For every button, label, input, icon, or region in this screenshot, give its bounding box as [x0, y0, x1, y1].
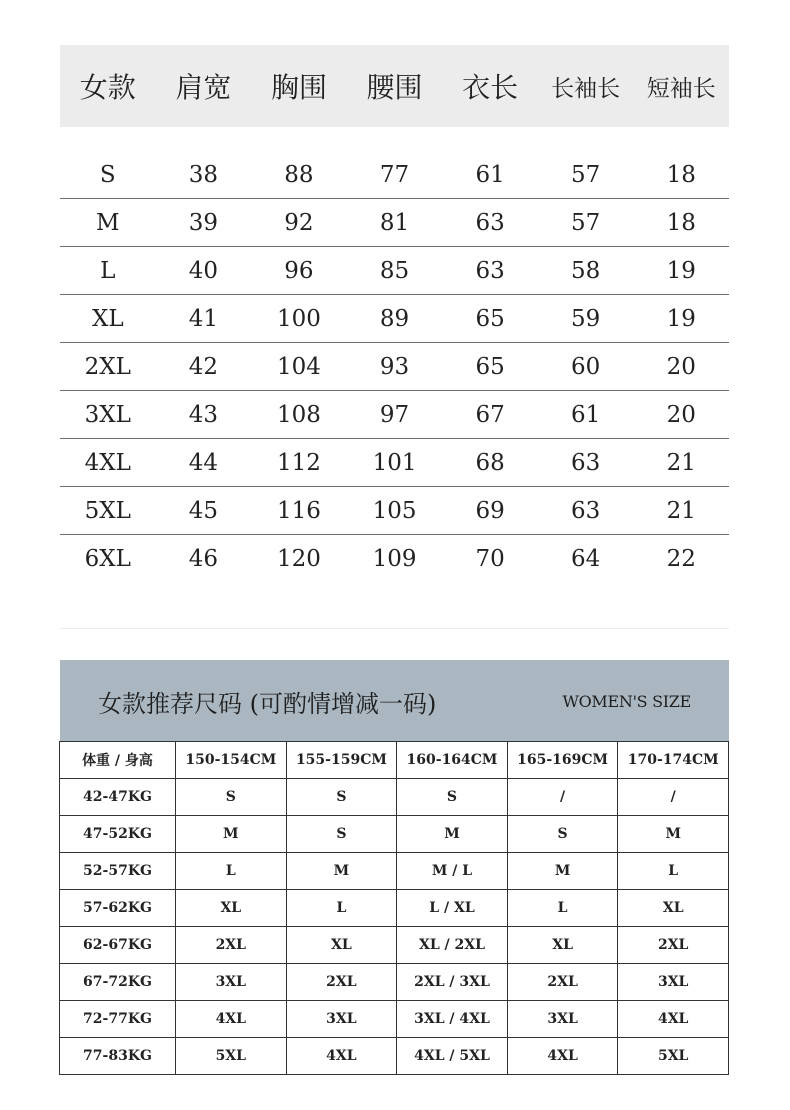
size-value: 40 [188, 257, 218, 284]
size-value: 112 [276, 449, 321, 476]
rec-cell: XL [176, 890, 287, 927]
size-label: L [100, 257, 116, 284]
size-row [60, 151, 729, 199]
rec-cell: XL [286, 927, 397, 964]
size-label: 4XL [84, 449, 131, 476]
size-value: 101 [372, 449, 417, 476]
size-value: 38 [188, 161, 218, 188]
rec-cell: 3XL [507, 1001, 618, 1038]
rec-cell: M [397, 816, 508, 853]
size-row [60, 343, 729, 391]
size-value: 85 [379, 257, 410, 284]
size-value: 45 [188, 497, 218, 524]
size-value: 93 [379, 353, 410, 380]
size-value: 108 [276, 401, 321, 428]
size-value: 42 [188, 353, 218, 380]
size-value: 41 [188, 305, 218, 332]
size-row [60, 535, 729, 582]
rec-cell: 165-169CM [507, 742, 618, 779]
size-value: 96 [284, 257, 314, 284]
rec-cell: 155-159CM [286, 742, 397, 779]
size-value: 20 [666, 401, 696, 428]
rec-cell: 4XL [176, 1001, 287, 1038]
rec-row-label: 52-57KG [60, 853, 176, 890]
size-value: 18 [666, 161, 696, 188]
rec-row-label: 77-83KG [60, 1038, 176, 1075]
size-value: 105 [372, 497, 417, 524]
size-row [60, 439, 729, 487]
rec-cell: 3XL [286, 1001, 397, 1038]
size-value: 21 [666, 497, 696, 524]
header-cell-chest: 胸围 [270, 71, 327, 104]
size-value: 57 [571, 161, 601, 188]
recommend-title: 女款推荐尺码 (可酌情增减一码) [98, 690, 437, 718]
size-value: 100 [276, 305, 321, 332]
size-value: 18 [666, 209, 696, 236]
rec-cell: M [286, 853, 397, 890]
rec-cell: 3XL [176, 964, 287, 1001]
rec-cell: 170-174CM [618, 742, 729, 779]
header-cell-length: 衣长 [462, 71, 519, 104]
size-value: 58 [571, 257, 601, 284]
size-label: 2XL [84, 353, 131, 380]
size-value: 44 [188, 449, 218, 476]
rec-cell: L [286, 890, 397, 927]
size-value: 63 [475, 257, 505, 284]
rec-cell: / [618, 779, 729, 816]
recommend-title-en: WOMEN'S SIZE [562, 692, 691, 711]
header-cell-waist: 腰围 [366, 71, 423, 104]
size-value: 116 [276, 497, 321, 524]
rec-cell: L [618, 853, 729, 890]
table-row [60, 890, 729, 927]
rec-cell: 150-154CM [176, 742, 287, 779]
size-label: 6XL [84, 545, 131, 572]
size-row [60, 295, 729, 343]
recommend-banner [60, 660, 729, 742]
size-value: 21 [666, 449, 696, 476]
size-value: 39 [188, 209, 218, 236]
table-row [60, 1038, 729, 1075]
header-cell-short-sleeve: 短袖长 [646, 75, 716, 102]
size-value: 20 [666, 353, 696, 380]
rec-cell: M [176, 816, 287, 853]
rec-header-row [60, 742, 729, 779]
table-row [60, 779, 729, 816]
size-chart-header [60, 45, 729, 127]
rec-cell: XL / 2XL [397, 927, 508, 964]
rec-cell: 4XL [286, 1038, 397, 1075]
rec-row-label: 体重 / 身高 [60, 742, 176, 779]
rec-cell: 2XL [176, 927, 287, 964]
rec-cell: L [176, 853, 287, 890]
size-value: 19 [666, 257, 696, 284]
rec-cell: 2XL [618, 927, 729, 964]
header-cell-shoulder: 肩宽 [175, 71, 232, 104]
rec-cell: 4XL / 5XL [397, 1038, 508, 1075]
size-row [60, 487, 729, 535]
size-value: 89 [379, 305, 410, 332]
rec-cell: S [176, 779, 287, 816]
header-cell-style: 女款 [79, 71, 136, 104]
size-row [60, 247, 729, 295]
size-label: S [99, 161, 116, 188]
size-label: XL [91, 305, 124, 332]
rec-cell: 2XL [286, 964, 397, 1001]
rec-row-label: 57-62KG [60, 890, 176, 927]
rec-row-label: 47-52KG [60, 816, 176, 853]
size-value: 19 [666, 305, 696, 332]
size-label: M [96, 209, 120, 236]
size-value: 63 [571, 449, 601, 476]
rec-row-label: 72-77KG [60, 1001, 176, 1038]
rec-cell: S [397, 779, 508, 816]
rec-cell: L [507, 890, 618, 927]
rec-cell: 5XL [176, 1038, 287, 1075]
rec-cell: 2XL / 3XL [397, 964, 508, 1001]
rec-cell: M / L [397, 853, 508, 890]
rec-cell: XL [507, 927, 618, 964]
recommend-table [59, 741, 729, 1075]
size-value: 61 [475, 161, 505, 188]
size-value: 92 [284, 209, 314, 236]
size-value: 22 [666, 545, 696, 572]
size-value: 69 [475, 497, 505, 524]
section-divider [60, 628, 729, 629]
size-value: 70 [475, 545, 505, 572]
rec-cell: 160-164CM [397, 742, 508, 779]
table-row [60, 964, 729, 1001]
rec-cell: M [507, 853, 618, 890]
size-value: 81 [379, 209, 410, 236]
size-chart-body [60, 151, 729, 582]
size-value: 65 [475, 305, 505, 332]
rec-cell: 3XL [618, 964, 729, 1001]
rec-cell: 3XL / 4XL [397, 1001, 508, 1038]
size-value: 109 [372, 545, 417, 572]
size-value: 63 [571, 497, 601, 524]
size-label: 5XL [84, 497, 131, 524]
table-row [60, 927, 729, 964]
size-value: 68 [475, 449, 505, 476]
rec-cell: 4XL [507, 1038, 618, 1075]
header-cell-long-sleeve: 长袖长 [551, 75, 621, 102]
size-value: 88 [284, 161, 314, 188]
size-row [60, 199, 729, 247]
rec-cell: 5XL [618, 1038, 729, 1075]
rec-cell: XL [618, 890, 729, 927]
rec-cell: S [286, 816, 397, 853]
rec-cell: / [507, 779, 618, 816]
rec-cell: S [507, 816, 618, 853]
size-value: 60 [571, 353, 601, 380]
size-value: 46 [188, 545, 218, 572]
rec-cell: 4XL [618, 1001, 729, 1038]
rec-cell: S [286, 779, 397, 816]
size-value: 67 [475, 401, 505, 428]
table-row [60, 816, 729, 853]
rec-cell: 2XL [507, 964, 618, 1001]
size-value: 64 [571, 545, 601, 572]
size-label: 3XL [84, 401, 131, 428]
rec-row-label: 67-72KG [60, 964, 176, 1001]
table-row [60, 1001, 729, 1038]
rec-row-label: 42-47KG [60, 779, 176, 816]
rec-cell: M [618, 816, 729, 853]
table-row [60, 853, 729, 890]
size-value: 57 [571, 209, 601, 236]
rec-row-label: 62-67KG [60, 927, 176, 964]
size-value: 104 [276, 353, 321, 380]
size-value: 59 [571, 305, 601, 332]
size-value: 65 [475, 353, 505, 380]
size-row [60, 391, 729, 439]
size-value: 77 [379, 161, 410, 188]
size-value: 97 [379, 401, 410, 428]
size-value: 43 [188, 401, 218, 428]
size-value: 120 [276, 545, 321, 572]
size-value: 61 [571, 401, 601, 428]
rec-cell: L / XL [397, 890, 508, 927]
size-value: 63 [475, 209, 505, 236]
